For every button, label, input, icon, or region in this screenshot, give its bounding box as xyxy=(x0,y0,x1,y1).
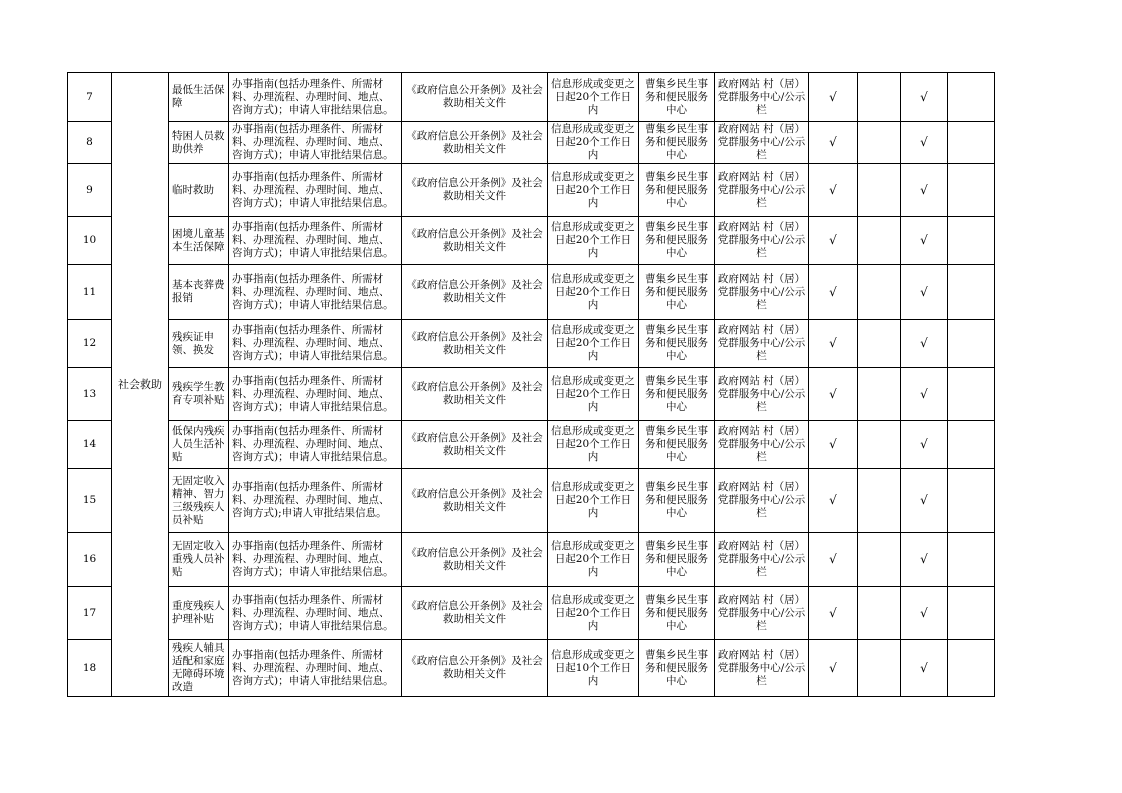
disclosure-basis-cell: 《政府信息公开条例》及社会救助相关文件 xyxy=(402,73,548,122)
disclosure-content-cell: 办事指南(包括办理条件、所需材料、办理流程、办理时间、地点、咨询方式)；申请人审批结果信息。 xyxy=(229,368,402,421)
table-row xyxy=(68,640,995,697)
request-disclosure-cell xyxy=(858,587,901,640)
remarks-cell xyxy=(948,164,995,217)
item-name-cell: 残疾人辅具适配和家庭无障碍环境改造 xyxy=(169,640,229,697)
item-name-cell: 重度残疾人护理补贴 xyxy=(169,587,229,640)
public-check-cell: √ xyxy=(809,368,858,421)
disclosure-content-cell: 办事指南(包括办理条件、所需材料、办理流程、办理时间、地点、咨询方式)；申请人审批结果信息。 xyxy=(229,320,402,368)
disclosure-channel-cell: 政府网站 村（居）党群服务中心/公示栏 xyxy=(715,640,809,697)
request-disclosure-cell xyxy=(858,421,901,469)
request-disclosure-cell xyxy=(858,164,901,217)
disclosure-content-cell: 办事指南(包括办理条件、所需材料、办理流程、办理时间、地点、咨询方式)；申请人审批结果信息。 xyxy=(229,122,402,164)
disclosure-channel-cell: 政府网站 村（居）党群服务中心/公示栏 xyxy=(715,265,809,320)
disclosure-basis-cell: 《政府信息公开条例》及社会救助相关文件 xyxy=(402,164,548,217)
disclosure-subject-cell: 曹集乡民生事务和便民服务中心 xyxy=(639,421,715,469)
row-number-cell: 11 xyxy=(68,265,112,320)
public-check-cell: √ xyxy=(809,164,858,217)
public-check-cell: √ xyxy=(809,73,858,122)
table-row xyxy=(68,368,995,421)
remarks-cell xyxy=(948,368,995,421)
request-disclosure-cell xyxy=(858,640,901,697)
public-check-cell: √ xyxy=(809,587,858,640)
request-disclosure-cell xyxy=(858,265,901,320)
disclosure-content-cell: 办事指南(包括办理条件、所需材料、办理流程、办理时间、地点、咨询方式)；申请人审批结果信息。 xyxy=(229,164,402,217)
disclosure-basis-cell: 《政府信息公开条例》及社会救助相关文件 xyxy=(402,217,548,265)
disclosure-deadline-cell: 信息形成或变更之日起20个工作日内 xyxy=(548,533,639,587)
disclosure-channel-cell: 政府网站 村（居）党群服务中心/公示栏 xyxy=(715,122,809,164)
disclosure-content-cell: 办事指南(包括办理条件、所需材料、办理流程、办理时间、地点、咨询方式)；申请人审批结果信息。 xyxy=(229,640,402,697)
disclosure-channel-cell: 政府网站 村（居）党群服务中心/公示栏 xyxy=(715,320,809,368)
remarks-cell xyxy=(948,265,995,320)
remarks-cell xyxy=(948,122,995,164)
disclosure-subject-cell: 曹集乡民生事务和便民服务中心 xyxy=(639,164,715,217)
row-number-cell: 7 xyxy=(68,73,112,122)
public-check-cell: √ xyxy=(809,265,858,320)
table-row xyxy=(68,469,995,533)
disclosure-subject-cell: 曹集乡民生事务和便民服务中心 xyxy=(639,73,715,122)
request-disclosure-cell xyxy=(858,217,901,265)
disclosure-deadline-cell: 信息形成或变更之日起20个工作日内 xyxy=(548,122,639,164)
remarks-cell xyxy=(948,217,995,265)
grassroots-check-cell: √ xyxy=(901,265,948,320)
item-name-cell: 最低生活保障 xyxy=(169,73,229,122)
disclosure-content-cell: 办事指南(包括办理条件、所需材料、办理流程、办理时间、地点、咨询方式)；申请人审批结果信息。 xyxy=(229,217,402,265)
disclosure-deadline-cell: 信息形成或变更之日起20个工作日内 xyxy=(548,265,639,320)
disclosure-table xyxy=(67,72,995,697)
row-number-cell: 16 xyxy=(68,533,112,587)
table-row xyxy=(68,73,995,122)
disclosure-basis-cell: 《政府信息公开条例》及社会救助相关文件 xyxy=(402,587,548,640)
remarks-cell xyxy=(948,320,995,368)
disclosure-deadline-cell: 信息形成或变更之日起10个工作日内 xyxy=(548,640,639,697)
row-number-cell: 10 xyxy=(68,217,112,265)
row-number-cell: 13 xyxy=(68,368,112,421)
item-name-cell: 临时救助 xyxy=(169,164,229,217)
row-number-cell: 17 xyxy=(68,587,112,640)
item-name-cell: 无固定收入精神、智力三级残疾人员补贴 xyxy=(169,469,229,533)
table-row xyxy=(68,533,995,587)
item-name-cell: 无固定收入重残人员补贴 xyxy=(169,533,229,587)
disclosure-deadline-cell: 信息形成或变更之日起20个工作日内 xyxy=(548,421,639,469)
remarks-cell xyxy=(948,421,995,469)
remarks-cell xyxy=(948,587,995,640)
table-row xyxy=(68,122,995,164)
grassroots-check-cell: √ xyxy=(901,320,948,368)
disclosure-subject-cell: 曹集乡民生事务和便民服务中心 xyxy=(639,217,715,265)
disclosure-channel-cell: 政府网站 村（居）党群服务中心/公示栏 xyxy=(715,421,809,469)
grassroots-check-cell: √ xyxy=(901,533,948,587)
table-body xyxy=(68,73,995,697)
grassroots-check-cell: √ xyxy=(901,587,948,640)
disclosure-basis-cell: 《政府信息公开条例》及社会救助相关文件 xyxy=(402,533,548,587)
disclosure-subject-cell: 曹集乡民生事务和便民服务中心 xyxy=(639,587,715,640)
disclosure-content-cell: 办事指南(包括办理条件、所需材料、办理流程、办理时间、地点、咨询方式)；申请人审批结果信息。 xyxy=(229,533,402,587)
table-row xyxy=(68,265,995,320)
row-number-cell: 15 xyxy=(68,469,112,533)
disclosure-channel-cell: 政府网站 村（居）党群服务中心/公示栏 xyxy=(715,368,809,421)
row-number-cell: 8 xyxy=(68,122,112,164)
disclosure-deadline-cell: 信息形成或变更之日起20个工作日内 xyxy=(548,164,639,217)
disclosure-channel-cell: 政府网站 村（居）党群服务中心/公示栏 xyxy=(715,587,809,640)
table-row xyxy=(68,217,995,265)
item-name-cell: 基本丧葬费报销 xyxy=(169,265,229,320)
disclosure-deadline-cell: 信息形成或变更之日起20个工作日内 xyxy=(548,587,639,640)
public-check-cell: √ xyxy=(809,217,858,265)
row-number-cell: 18 xyxy=(68,640,112,697)
disclosure-basis-cell: 《政府信息公开条例》及社会救助相关文件 xyxy=(402,421,548,469)
grassroots-check-cell: √ xyxy=(901,164,948,217)
row-number-cell: 14 xyxy=(68,421,112,469)
disclosure-basis-cell: 《政府信息公开条例》及社会救助相关文件 xyxy=(402,469,548,533)
disclosure-content-cell: 办事指南(包括办理条件、所需材料、办理流程、办理时间、地点、咨询方式)；申请人审批结果信息。 xyxy=(229,265,402,320)
remarks-cell xyxy=(948,640,995,697)
table-row xyxy=(68,164,995,217)
disclosure-channel-cell: 政府网站 村（居）党群服务中心/公示栏 xyxy=(715,469,809,533)
request-disclosure-cell xyxy=(858,122,901,164)
public-check-cell: √ xyxy=(809,533,858,587)
grassroots-check-cell: √ xyxy=(901,368,948,421)
request-disclosure-cell xyxy=(858,368,901,421)
public-check-cell: √ xyxy=(809,421,858,469)
public-check-cell: √ xyxy=(809,320,858,368)
disclosure-basis-cell: 《政府信息公开条例》及社会救助相关文件 xyxy=(402,122,548,164)
disclosure-subject-cell: 曹集乡民生事务和便民服务中心 xyxy=(639,533,715,587)
disclosure-subject-cell: 曹集乡民生事务和便民服务中心 xyxy=(639,265,715,320)
request-disclosure-cell xyxy=(858,73,901,122)
disclosure-channel-cell: 政府网站 村（居）党群服务中心/公示栏 xyxy=(715,533,809,587)
disclosure-deadline-cell: 信息形成或变更之日起20个工作日内 xyxy=(548,469,639,533)
disclosure-subject-cell: 曹集乡民生事务和便民服务中心 xyxy=(639,122,715,164)
table-row xyxy=(68,320,995,368)
disclosure-content-cell: 办事指南(包括办理条件、所需材料、办理流程、办理时间、地点、咨询方式);申请人审批结果信息。 xyxy=(229,469,402,533)
subcategory-cell: 社会救助 xyxy=(112,73,169,697)
public-check-cell: √ xyxy=(809,469,858,533)
row-number-cell: 12 xyxy=(68,320,112,368)
item-name-cell: 低保内残疾人员生活补贴 xyxy=(169,421,229,469)
grassroots-check-cell: √ xyxy=(901,421,948,469)
remarks-cell xyxy=(948,469,995,533)
disclosure-channel-cell: 政府网站 村（居）党群服务中心/公示栏 xyxy=(715,217,809,265)
table-row xyxy=(68,421,995,469)
remarks-cell xyxy=(948,73,995,122)
disclosure-channel-cell: 政府网站 村（居）党群服务中心/公示栏 xyxy=(715,164,809,217)
disclosure-deadline-cell: 信息形成或变更之日起20个工作日内 xyxy=(548,320,639,368)
disclosure-basis-cell: 《政府信息公开条例》及社会救助相关文件 xyxy=(402,320,548,368)
remarks-cell xyxy=(948,533,995,587)
disclosure-subject-cell: 曹集乡民生事务和便民服务中心 xyxy=(639,640,715,697)
item-name-cell: 残疾证申领、换发 xyxy=(169,320,229,368)
disclosure-deadline-cell: 信息形成或变更之日起20个工作日内 xyxy=(548,368,639,421)
request-disclosure-cell xyxy=(858,469,901,533)
row-number-cell: 9 xyxy=(68,164,112,217)
grassroots-check-cell: √ xyxy=(901,640,948,697)
disclosure-deadline-cell: 信息形成或变更之日起20个工作日内 xyxy=(548,73,639,122)
disclosure-subject-cell: 曹集乡民生事务和便民服务中心 xyxy=(639,469,715,533)
disclosure-subject-cell: 曹集乡民生事务和便民服务中心 xyxy=(639,368,715,421)
grassroots-check-cell: √ xyxy=(901,469,948,533)
public-check-cell: √ xyxy=(809,122,858,164)
disclosure-basis-cell: 《政府信息公开条例》及社会救助相关文件 xyxy=(402,368,548,421)
item-name-cell: 特困人员救助供养 xyxy=(169,122,229,164)
disclosure-content-cell: 办事指南(包括办理条件、所需材料、办理流程、办理时间、地点、咨询方式)；申请人审批结果信息。 xyxy=(229,421,402,469)
disclosure-subject-cell: 曹集乡民生事务和便民服务中心 xyxy=(639,320,715,368)
public-check-cell: √ xyxy=(809,640,858,697)
item-name-cell: 残疾学生教育专项补贴 xyxy=(169,368,229,421)
request-disclosure-cell xyxy=(858,320,901,368)
grassroots-check-cell: √ xyxy=(901,122,948,164)
disclosure-basis-cell: 《政府信息公开条例》及社会救助相关文件 xyxy=(402,640,548,697)
request-disclosure-cell xyxy=(858,533,901,587)
disclosure-deadline-cell: 信息形成或变更之日起20个工作日内 xyxy=(548,217,639,265)
grassroots-check-cell: √ xyxy=(901,217,948,265)
item-name-cell: 困境儿童基本生活保障 xyxy=(169,217,229,265)
table-row xyxy=(68,587,995,640)
grassroots-check-cell: √ xyxy=(901,73,948,122)
disclosure-content-cell: 办事指南(包括办理条件、所需材料、办理流程、办理时间、地点、咨询方式)；申请人审批结果信息。 xyxy=(229,73,402,122)
disclosure-content-cell: 办事指南(包括办理条件、所需材料、办理流程、办理时间、地点、咨询方式)；申请人审批结果信息。 xyxy=(229,587,402,640)
disclosure-basis-cell: 《政府信息公开条例》及社会救助相关文件 xyxy=(402,265,548,320)
disclosure-channel-cell: 政府网站 村（居）党群服务中心/公示栏 xyxy=(715,73,809,122)
